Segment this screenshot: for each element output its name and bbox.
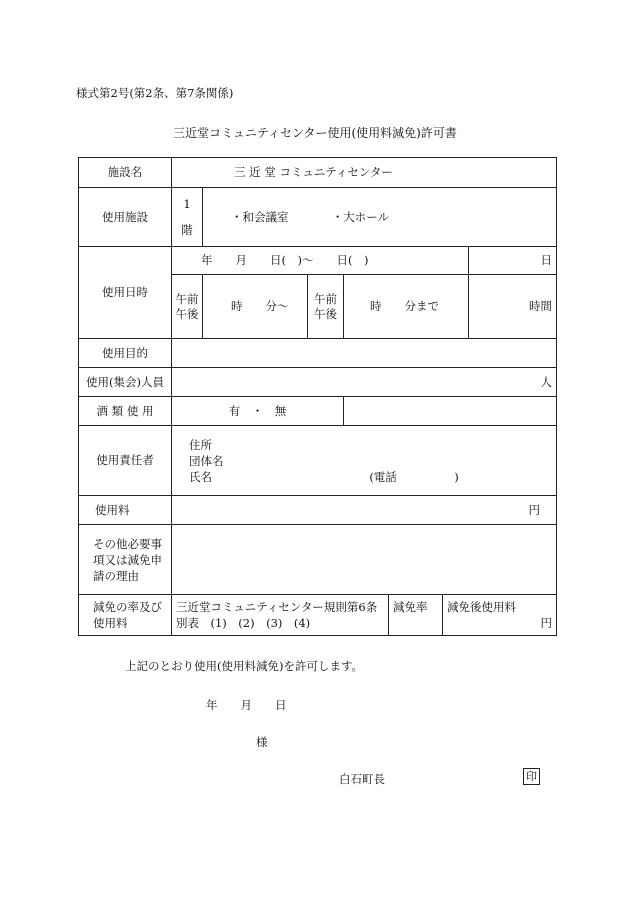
exemption-rate-label: 減免率 bbox=[389, 595, 443, 636]
attendees-label: 使用(集会)人員 bbox=[79, 368, 172, 397]
days-unit: 日 bbox=[469, 247, 557, 275]
address-label: 住所 bbox=[189, 437, 212, 452]
after-exemption-unit: 円 bbox=[540, 616, 552, 630]
name-phone-line bbox=[189, 469, 552, 485]
row-facility-name bbox=[79, 158, 557, 188]
addressee-honorific: 様 bbox=[256, 735, 268, 749]
attendees-unit: 人 bbox=[172, 368, 557, 397]
other-reason-value bbox=[172, 525, 557, 595]
purpose-value bbox=[172, 339, 557, 368]
responsible-details bbox=[172, 426, 557, 496]
row-other bbox=[79, 525, 557, 595]
permit-statement: 上記のとおり使用(使用料減免)を許可します。 bbox=[125, 659, 364, 673]
end-time: 時 分まで bbox=[344, 275, 469, 339]
facility-name-value: 三 近 堂 コミュニティセンター bbox=[172, 158, 557, 188]
exemption-rule: 三近堂コミュニティセンター規則第6条 別表 (1) (2) (3) (4) bbox=[172, 595, 389, 636]
row-responsible bbox=[79, 426, 557, 496]
room-option-dai-hall: ・大ホール bbox=[331, 209, 390, 224]
facility-name-label: 施設名 bbox=[79, 158, 172, 188]
alcohol-label: 酒 類 使 用 bbox=[79, 397, 172, 426]
after-exemption-cell bbox=[443, 595, 557, 636]
responsible-label: 使用責任者 bbox=[79, 426, 172, 496]
row-facility bbox=[79, 188, 557, 247]
row-fee bbox=[79, 496, 557, 525]
row-purpose bbox=[79, 339, 557, 368]
purpose-label: 使用目的 bbox=[79, 339, 172, 368]
ampm-start: 午前 午後 bbox=[172, 275, 203, 339]
organization-label: 団体名 bbox=[189, 453, 224, 468]
other-reason-label: その他必要事 項又は減免申 請の理由 bbox=[79, 525, 172, 595]
ampm-end: 午前 午後 bbox=[308, 275, 344, 339]
start-time: 時 分〜 bbox=[203, 275, 308, 339]
permit-date-line: 年 月 日 bbox=[206, 698, 287, 712]
floor-unit: 階 bbox=[181, 223, 193, 237]
hours-unit: 時間 bbox=[469, 275, 557, 339]
form-number: 様式第2号(第2条、第7条関係) bbox=[76, 86, 234, 100]
issuer-mayor: 白石町長 bbox=[339, 772, 385, 786]
exemption-label: 減免の率及び 使用料 bbox=[79, 595, 172, 636]
row-alcohol bbox=[79, 397, 557, 426]
row-exemption bbox=[79, 595, 557, 636]
document-title: 三近堂コミュニティセンター使用(使用料減免)許可書 bbox=[173, 126, 457, 140]
permit-form-table bbox=[78, 157, 557, 636]
after-exemption-label: 減免後使用料 bbox=[447, 600, 516, 614]
alcohol-options: 有 ・ 無 bbox=[172, 397, 344, 426]
phone-label: (電話 ) bbox=[369, 469, 459, 484]
room-options bbox=[203, 188, 557, 247]
fee-label: 使用料 bbox=[79, 496, 172, 525]
floor-cell bbox=[172, 188, 203, 247]
alcohol-blank bbox=[344, 397, 557, 426]
row-attendees bbox=[79, 368, 557, 397]
facility-label: 使用施設 bbox=[79, 188, 172, 247]
datetime-label: 使用日時 bbox=[79, 247, 172, 339]
room-option-wa-kaigishitsu: ・和会議室 bbox=[231, 209, 289, 224]
fee-unit: 円 bbox=[172, 496, 557, 525]
row-date bbox=[79, 247, 557, 275]
floor-number: 1 bbox=[183, 197, 191, 211]
seal-stamp: 印 bbox=[523, 768, 540, 785]
date-range: 年 月 日( )〜 日( ) bbox=[172, 247, 469, 275]
name-label: 氏名 bbox=[189, 469, 212, 484]
